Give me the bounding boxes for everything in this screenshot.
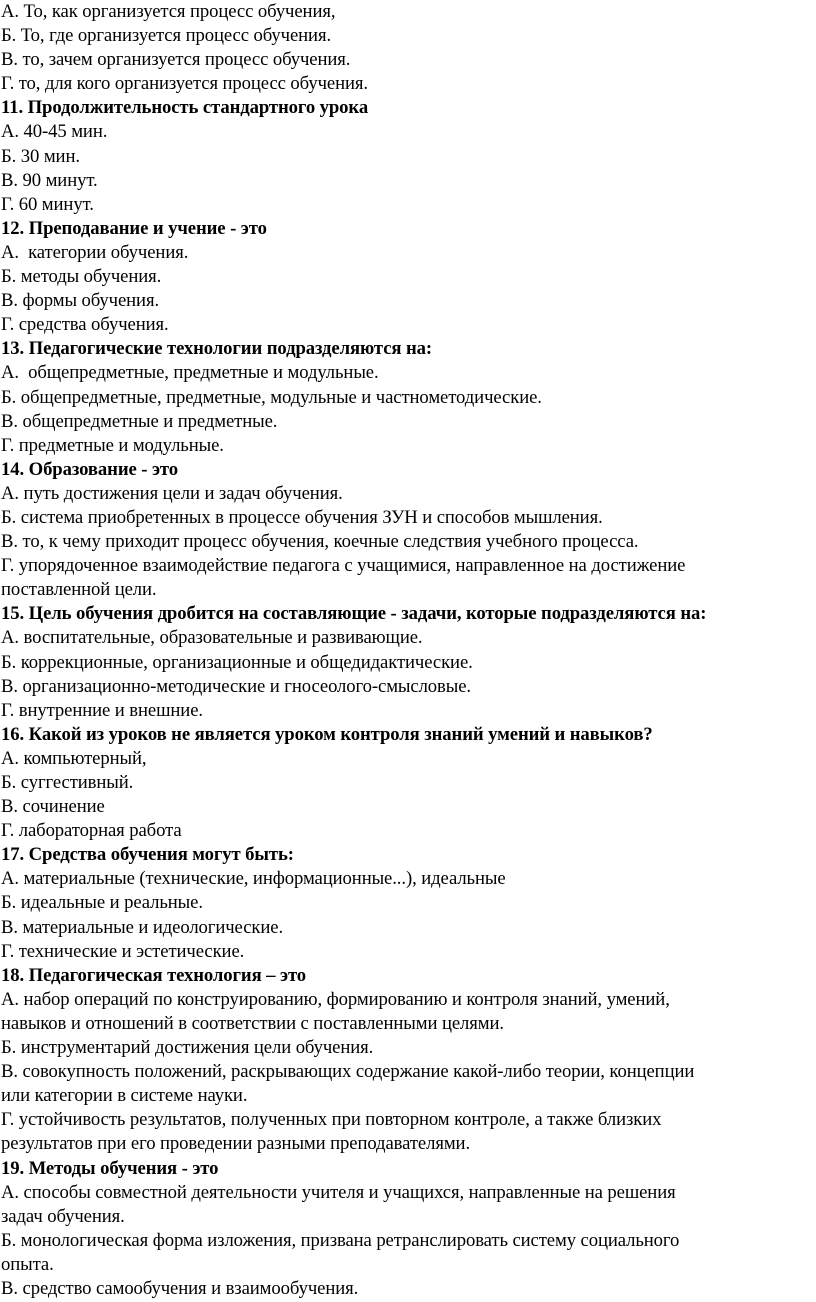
question-heading: 16. Какой из уроков не является уроком контроля знаний умений и навыков?: [1, 723, 653, 745]
answer-line: Б. система приобретенных в процессе обучения ЗУН и способов мышления.: [1, 506, 603, 528]
answer-line: А. путь достижения цели и задач обучения.: [1, 482, 343, 504]
question-heading: 15. Цель обучения дробится на составляющие - задачи, которые подразделяются на:: [1, 603, 707, 625]
answer-line: Б. идеальные и реальные.: [1, 892, 203, 914]
answer-line: Б. общепредметные, предметные, модульные и частнометодические.: [1, 386, 542, 408]
question-heading: 17. Средства обучения могут быть:: [1, 844, 294, 866]
answer-line: поставленной цели.: [1, 579, 157, 601]
question-heading: 12. Преподавание и учение - это: [1, 217, 267, 239]
answer-line: результатов при его проведении разными преподавателями.: [1, 1133, 471, 1155]
answer-line: В. формы обучения.: [1, 290, 160, 312]
answer-line: В. сочинение: [1, 796, 105, 818]
question-heading: 11. Продолжительность стандартного урока: [1, 97, 369, 119]
answer-line: навыков и отношений в соответствии с поставленными целями.: [1, 1012, 504, 1034]
answer-line: Б. То, где организуется процесс обучения.: [1, 25, 332, 47]
answer-line: Г. лабораторная работа: [1, 820, 182, 842]
answer-line: А. способы совместной деятельности учителя и учащихся, направленные на решения: [1, 1181, 676, 1203]
answer-line: Г. устойчивость результатов, полученных при повторном контроле, а также близких: [1, 1109, 662, 1131]
answer-line: В. средство самообучения и взаимообучения.: [1, 1277, 359, 1299]
answer-line: В. совокупность положений, раскрывающих содержание какой-либо теории, концепции: [1, 1061, 695, 1083]
question-heading: 18. Педагогическая технология – это: [1, 964, 307, 986]
answer-line: В. материальные и идеологические.: [1, 916, 284, 938]
answer-line: Г. то, для кого организуется процесс обучения.: [1, 73, 368, 95]
answer-line: А. набор операций по конструированию, формированию и контроля знаний, умений,: [1, 988, 670, 1010]
answer-line: В. то, зачем организуется процесс обучения.: [1, 49, 351, 71]
answer-line: А. общепредметные, предметные и модульные.: [1, 362, 379, 384]
answer-line: опыта.: [1, 1253, 54, 1275]
answer-line: А. категории обучения.: [1, 241, 189, 263]
answer-line: Б. монологическая форма изложения, призвана ретранслировать систему социального: [1, 1229, 680, 1251]
answer-line: или категории в системе науки.: [1, 1085, 248, 1107]
answer-line: А. 40-45 мин.: [1, 121, 108, 143]
answer-line: задач обучения.: [1, 1205, 125, 1227]
answer-line: В. 90 минут.: [1, 169, 98, 191]
answer-line: Г. средства обучения.: [1, 314, 169, 336]
answer-line: А. материальные (технические, информационные...), идеальные: [1, 868, 506, 890]
answer-line: Г. технические и эстетические.: [1, 940, 245, 962]
answer-line: А. воспитательные, образовательные и развивающие.: [1, 627, 423, 649]
question-heading: 14. Образование - это: [1, 458, 179, 480]
answer-line: Б. методы обучения.: [1, 266, 162, 288]
answer-line: Б. коррекционные, организационные и общедидактические.: [1, 651, 473, 673]
answer-line: Б. суггестивный.: [1, 772, 134, 793]
answer-line: Г. 60 минут.: [1, 193, 94, 215]
answer-line: В. общепредметные и предметные.: [1, 410, 278, 432]
question-heading: 19. Методы обучения - это: [1, 1157, 219, 1179]
answer-line: В. то, к чему приходит процесс обучения, коечные следствия учебного процесса.: [1, 531, 639, 553]
question-heading: 13. Педагогические технологии подразделяются на:: [1, 338, 433, 360]
answer-line: Г. внутренние и внешние.: [1, 699, 203, 721]
answer-line: А. То, как организуется процесс обучения,: [1, 1, 336, 22]
answer-line: Г. упорядоченное взаимодействие педагога с учащимися, направленное на достижение: [1, 555, 686, 577]
answer-line: А. компьютерный,: [1, 747, 147, 769]
answer-line: Б. 30 мин.: [1, 145, 80, 167]
answer-line: Б. инструментарий достижения цели обучения.: [1, 1037, 374, 1059]
answer-line: Г. предметные и модульные.: [1, 434, 224, 456]
answer-line: В. организационно-методические и гносеолого-смысловые.: [1, 675, 471, 697]
